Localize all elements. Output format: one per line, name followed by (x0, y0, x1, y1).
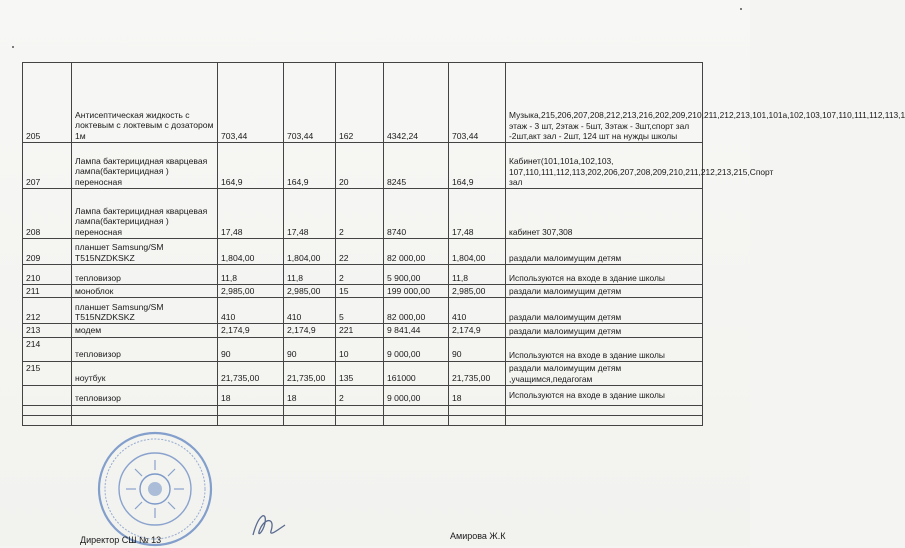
usage-note: раздали малоимущим детям (506, 298, 703, 324)
price-total: 1,804,00 (449, 239, 506, 265)
row-number: 208 (23, 189, 72, 239)
item-name: тепловизор (72, 385, 218, 405)
quantity: 15 (336, 285, 384, 298)
signature-scribble (245, 505, 305, 545)
official-stamp (96, 430, 214, 548)
sum: 9 000,00 (384, 385, 449, 405)
price-total: 410 (449, 298, 506, 324)
quantity: 22 (336, 239, 384, 265)
row-number: 209 (23, 239, 72, 265)
speck (740, 8, 742, 10)
table-row (23, 239, 703, 265)
sum: 9 000,00 (384, 337, 449, 361)
sum: 4342,24 (384, 63, 449, 143)
usage-note: раздали малоимущим детям (506, 324, 703, 337)
unit-price: 11,8 (218, 265, 284, 285)
unit-price: 410 (218, 298, 284, 324)
price-total: 90 (449, 337, 506, 361)
price: 2,174,9 (284, 324, 336, 337)
table-row (23, 298, 703, 324)
table-row (23, 361, 703, 385)
item-name: планшет Samsung/SM T515NZDKSKZ (72, 298, 218, 324)
quantity: 10 (336, 337, 384, 361)
sum: 8740 (384, 189, 449, 239)
table-row (23, 385, 703, 405)
row-number: 211 (23, 285, 72, 298)
usage-note: кабинет 307,308 (506, 189, 703, 239)
price: 90 (284, 337, 336, 361)
item-name: ноутбук (72, 361, 218, 385)
sum: 82 000,00 (384, 239, 449, 265)
price: 18 (284, 385, 336, 405)
table-row (23, 324, 703, 337)
inventory-table (22, 62, 905, 426)
usage-note: Кабинет(101,101а,102,103, 107,110,111,112,113,202,206,207,208,209,210,211,212,213,215,Спорт зал (506, 143, 703, 189)
sum: 82 000,00 (384, 298, 449, 324)
row-number: 215 (23, 361, 72, 385)
row-number: 212 (23, 298, 72, 324)
usage-note: Используются на входе в здание школы (506, 385, 703, 405)
price: 410 (284, 298, 336, 324)
unit-price: 164,9 (218, 143, 284, 189)
unit-price: 18 (218, 385, 284, 405)
signer-name: Амирова Ж.К (450, 531, 506, 541)
unit-price: 90 (218, 337, 284, 361)
quantity: 5 (336, 298, 384, 324)
table-row (23, 189, 703, 239)
item-name: модем (72, 324, 218, 337)
unit-price: 703,44 (218, 63, 284, 143)
unit-price: 1,804,00 (218, 239, 284, 265)
price: 11,8 (284, 265, 336, 285)
sum: 8245 (384, 143, 449, 189)
usage-note: Используются на входе в здание школы (506, 337, 703, 361)
item-name: Лампа бактерицидная кварцевая лампа(бактерицидная ) переносная (72, 189, 218, 239)
table-row (23, 265, 703, 285)
price: 164,9 (284, 143, 336, 189)
quantity: 162 (336, 63, 384, 143)
table-row (23, 63, 703, 143)
usage-note: раздали малоимущим детям ,учащимся,педагогам (506, 361, 703, 385)
sum: 161000 (384, 361, 449, 385)
table-row (23, 285, 703, 298)
item-name: планшет Samsung/SM T515NZDKSKZ (72, 239, 218, 265)
unit-price: 21,735,00 (218, 361, 284, 385)
item-name: моноблок (72, 285, 218, 298)
row-number: 214 (23, 337, 72, 361)
quantity: 2 (336, 265, 384, 285)
speck (12, 46, 14, 48)
usage-note: раздали малоимущим детям (506, 239, 703, 265)
usage-note: раздали малоимущим детям (506, 285, 703, 298)
row-number: 205 (23, 63, 72, 143)
quantity: 221 (336, 324, 384, 337)
table-row (23, 337, 703, 361)
unit-price: 17,48 (218, 189, 284, 239)
price-total: 703,44 (449, 63, 506, 143)
director-label: Директор СШ № 13 (80, 535, 162, 545)
unit-price: 2,174,9 (218, 324, 284, 337)
table-row-empty (23, 405, 703, 415)
row-number: 213 (23, 324, 72, 337)
price: 1,804,00 (284, 239, 336, 265)
quantity: 135 (336, 361, 384, 385)
sum: 9 841,44 (384, 324, 449, 337)
price-total: 2,985,00 (449, 285, 506, 298)
row-number (23, 385, 72, 405)
price: 17,48 (284, 189, 336, 239)
price-total: 164,9 (449, 143, 506, 189)
row-number: 210 (23, 265, 72, 285)
price-total: 18 (449, 385, 506, 405)
sum: 5 900,00 (384, 265, 449, 285)
item-name: тепловизор (72, 265, 218, 285)
price-total: 11,8 (449, 265, 506, 285)
usage-note: Музыка,215,206,207,208,212,213,216,202,209,210,211,212,213,101,101а,102,103,107,110,111,112,113,1 этаж - 3 шт, 2этаж - 5шт, 3этаж - 3шт,спорт зал -2шт,акт зал - 2шт, 124 шт на нужды школы (506, 63, 703, 143)
quantity: 2 (336, 385, 384, 405)
item-name: Антисептическая жидкость с локтевым с локтевым с дозатором 1м (72, 63, 218, 143)
table-row (23, 143, 703, 189)
sum: 199 000,00 (384, 285, 449, 298)
price-total: 21,735,00 (449, 361, 506, 385)
price-total: 17,48 (449, 189, 506, 239)
usage-note: Используются на входе в здание школы (506, 265, 703, 285)
price: 703,44 (284, 63, 336, 143)
price: 2,985,00 (284, 285, 336, 298)
unit-price: 2,985,00 (218, 285, 284, 298)
quantity: 20 (336, 143, 384, 189)
price-total: 2,174,9 (449, 324, 506, 337)
quantity: 2 (336, 189, 384, 239)
table-row-empty (23, 415, 703, 425)
item-name: Лампа бактерицидная кварцевая лампа(бактерицидная ) переносная (72, 143, 218, 189)
item-name: тепловизор (72, 337, 218, 361)
row-number: 207 (23, 143, 72, 189)
price: 21,735,00 (284, 361, 336, 385)
